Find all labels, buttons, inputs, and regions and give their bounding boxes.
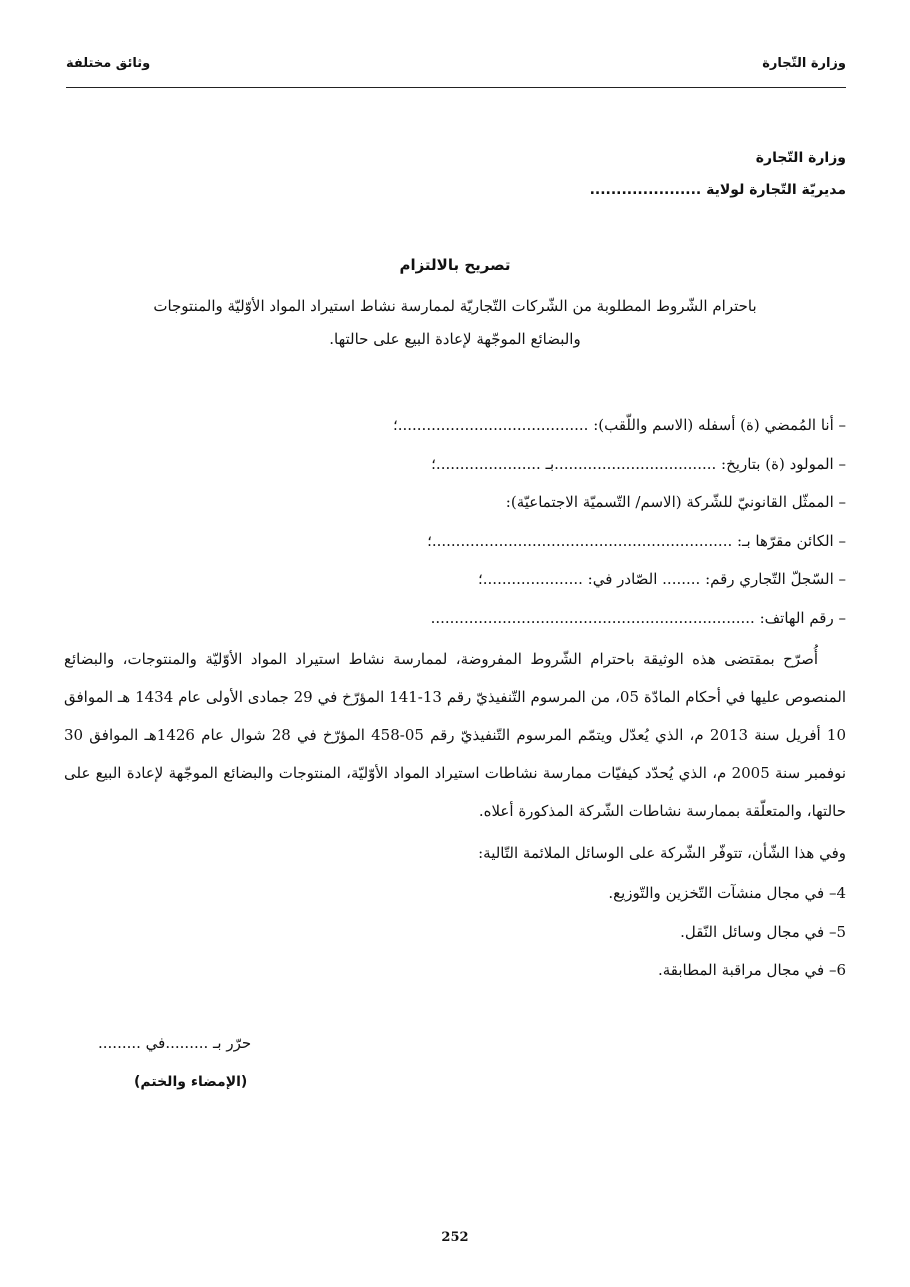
means-intro: وفي هذا الشّأن، تتوفّر الشّركة على الوسائل الملائمة التّالية: <box>478 844 846 862</box>
means-item-storage: 4– في مجال منشآت التّخزين والتّوزيع. <box>608 884 846 902</box>
directorate-line: مديريّة التّجارة لولاية ..................... <box>589 182 846 198</box>
field-commercial-register: – السّجلّ التّجاري رقم: ........ الصّادر في: .....................؛ <box>478 570 846 588</box>
ministry-name: وزارة التّجارة <box>755 150 846 166</box>
field-phone: – رقم الهاتف: .................................................................... <box>430 608 846 627</box>
means-list <box>146 874 846 990</box>
header-section: وثائق مختلفة <box>66 56 151 71</box>
declaration-body <box>64 640 846 830</box>
field-name: – أنا المُمضي (ة) أسفله (الاسم واللّقب): ........................................؛ <box>392 416 846 434</box>
field-legal-representative: – الممثّل القانونيّ للشّركة (الاسم/ التّسميّة الاجتماعيّة): <box>505 493 846 511</box>
ministry-block <box>346 142 846 206</box>
page-number: 252 <box>441 1230 469 1245</box>
declaration-paragraph: أُصرّح بمقتضى هذه الوثيقة باحترام الشّروط المفروضة، لممارسة نشاط استيراد المواد الأوّليّة والمنتوجات، والبضائع المنصوص عليها في أحكام المادّة 05، من المرسوم التّنفيذيّ رقم 13-141 المؤرّخ في 29 جمادى الأولى عام 1434 هـ الموافق 10 أفريل سنة 2013 م، الذي يُعدّل ويتمّم المرسوم التّنفيذيّ رقم 05-458 المؤرّخ في 28 شوال عام 1426هـ الموافق 30 نوفمبر سنة 2005 م، الذي يُحدّد كيفيّات ممارسة نشاطات استيراد المواد الأوّليّة، المنتوجات والبضائع الموجّهة لإعادة البيع على حالتها، والمتعلّقة بممارسة نشاطات الشّركة المذكورة أعلاه. <box>64 650 847 820</box>
means-item-conformity: 6– في مجال مراقبة المطابقة. <box>657 961 846 979</box>
document-subtitle: باحترام الشّروط المطلوبة من الشّركات التّجاريّة لممارسة نشاط استيراد المواد الأوّليّة والمنتوجات والبضائع الموجّهة لإعادة البيع على حالتها. <box>153 297 757 348</box>
signature-label: (الإمضاء والختم) <box>134 1074 248 1090</box>
means-item-transport: 5– في مجال وسائل النّقل. <box>680 922 846 941</box>
field-birth: – المولود (ة) بتاريخ: ..................................بـ ......................؛ <box>431 454 846 473</box>
document-title: تصريح بالالتزام <box>399 256 511 274</box>
header-ministry: وزارة التّجارة <box>762 56 846 71</box>
declarant-fields <box>146 406 846 637</box>
page-header <box>66 56 846 88</box>
signature-place-date: حرّر بـ .........في ......... <box>98 1034 252 1052</box>
field-headquarters: – الكائن مقرّها بـ: ...............................................................؛ <box>427 531 846 550</box>
